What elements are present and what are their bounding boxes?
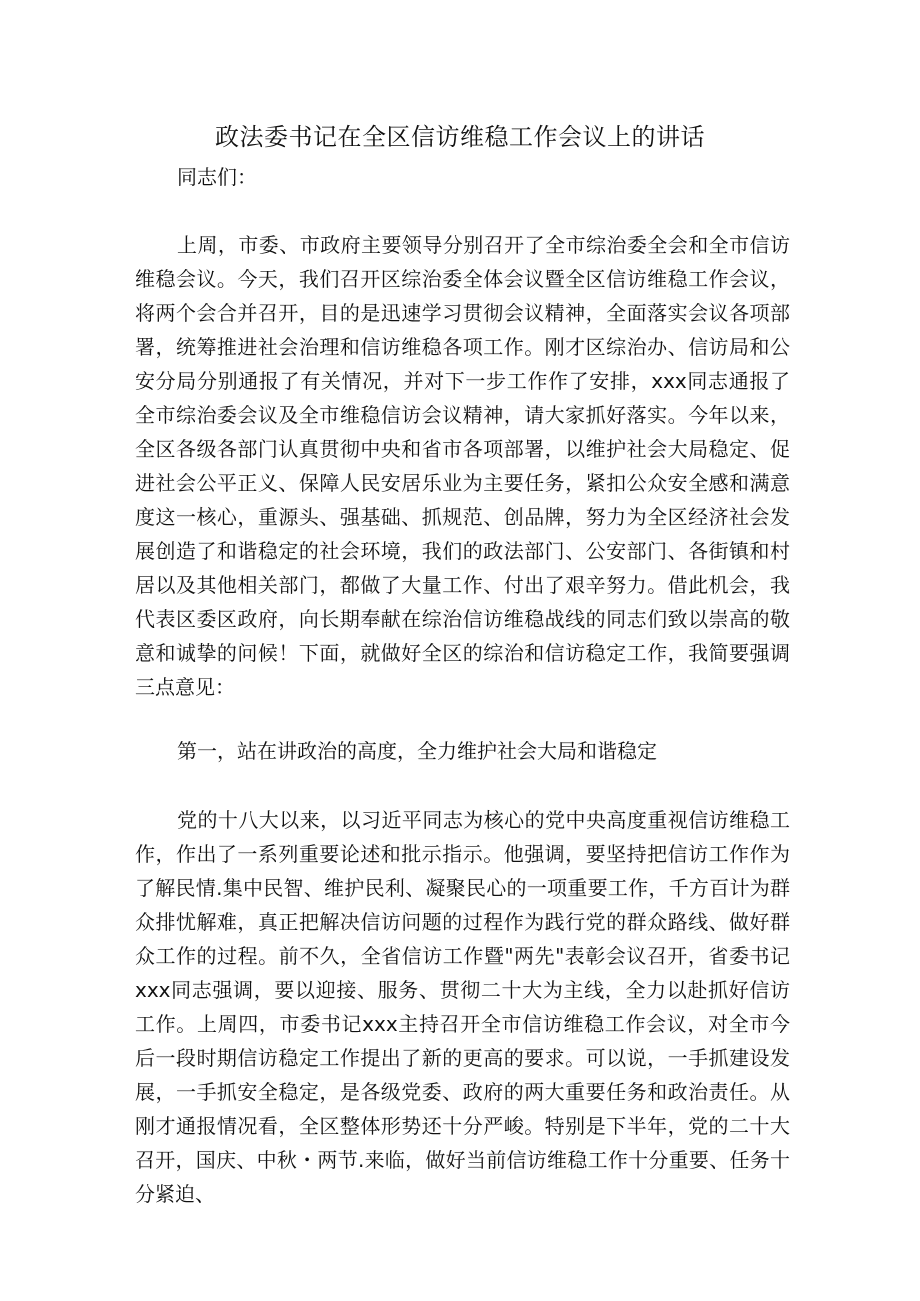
section-heading: 第一，站在讲政治的高度，全力维护社会大局和谐稳定 [177, 739, 657, 763]
body-paragraph-2: 党的十八大以来，以习近平同志为核心的党中央高度重视信访维稳工作，作出了一系列重要论述和批示指示。他强调，要坚持把信访工作作为了解民情.集中民智、维护民利、凝聚民心的一项重要工作，千方百计为群众排忧解难，真正把解决信访问题的过程作为践行党的群众路线、做好群众工作的过程。前不久，全省信访工作暨"两先"表彰会议召开，省委书记xxx同志强调，要以迎接、服务、贯彻二十大为主线，全力以赴抓好信访工作。上周四，市委书记xxx主持召开全市信访维稳工作会议，对全市今后一段时期信访稳定工作提出了新的更高的要求。可以说，一手抓建设发展，一手抓安全稳定，是各级党委、政府的两大重要任务和政治责任。从刚才通报情况看，全区整体形势还十分严峻。特别是下半年，党的二十大召开，国庆、中秋・两节.来临，做好当前信访维稳工作十分重要、任务十分紧迫、 [135, 808, 790, 1206]
document-title: 政法委书记在全区信访维稳工作会议上的讲话 [215, 123, 705, 151]
salutation: 同志们： [177, 165, 257, 189]
body-paragraph-1: 上周，市委、市政府主要领导分别召开了全市综治委全会和全市信访维稳会议。今天，我们召开区综治委全体会议暨全区信访维稳工作会议，将两个会合并召开，目的是迅速学习贯彻会议精神，全面落实会议各项部署，统筹推进社会治理和信访维稳各项工作。刚才区综治办、信访局和公安分局分别通报了有关情况，并对下一步工作作了安排，xxx同志通报了全市综治委会议及全市维稳信访会议精神，请大家抓好落实。今年以来，全区各级各部门认真贯彻中央和省市各项部署，以维护社会大局稳定、促进社会公平正义、保障人民安居乐业为主要任务，紧扣公众安全感和满意度这一核心，重源头、强基础、抓规范、创品牌，努力为全区经济社会发展创造了和谐稳定的社会环境，我们的政法部门、公安部门、各街镇和村居以及其他相关部门，都做了大量工作、付出了艰辛努力。借此机会，我代表区委区政府，向长期奉献在综治信访维稳战线的同志们致以崇高的敬意和诚挚的问候！下面，就做好全区的综治和信访稳定工作，我简要强调三点意见： [135, 233, 790, 699]
